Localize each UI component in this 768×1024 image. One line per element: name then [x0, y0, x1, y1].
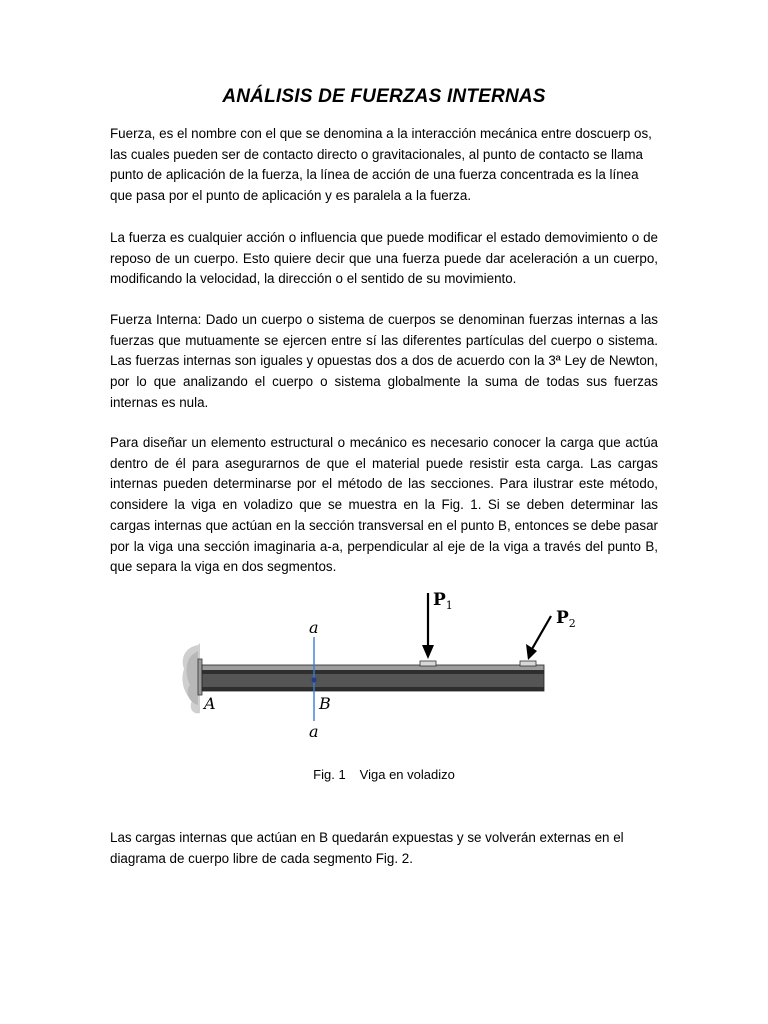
- wall-support: [182, 643, 200, 713]
- label-p2-letter: P: [556, 608, 569, 628]
- label-p1-letter: P: [433, 590, 446, 610]
- paragraph-fuerza: Fuerza, es el nombre con el que se denomina a la interacción mecánica entre doscuerp os, las cuales pueden ser de contacto directo o gravitacionales, al punto de contacto se llama punto de aplicación de la fuerza, la línea de acción de una fuerza concentrada es la línea que pasa por el punto de aplicación y es paralela a la fuerza.: [110, 126, 652, 204]
- label-section-bottom: a: [309, 722, 319, 741]
- paragraph-metodo-secciones: Para diseñar un elemento estructural o mecánico es necesario conocer la carga que actúa dentro de él para asegurarnos de que el material puede resistir esta carga. Las cargas internas pueden determinarse por el método de las secciones. Para ilustrar este método, considere la viga en voladizo que se muestra en la Fig. 1. Si se deben determinar las cargas internas que actúan en la sección transversal en el punto B, entonces se debe pasar por la viga una sección imaginaria a-a, perpendicular al eje de la viga a través del punto B, que separa la viga en dos segmentos.: [110, 435, 658, 575]
- label-p1: [433, 590, 453, 612]
- cantilever-beam-figure: [178, 585, 590, 745]
- beam: [202, 665, 544, 691]
- label-section-top: a: [309, 618, 319, 637]
- label-p2-sub: 2: [568, 617, 576, 630]
- paragraph-accion: La fuerza es cualquier acción o influencia que puede modificar el estado demovimiento o de reposo de un cuerpo. Esto quiere decir que una fuerza puede dar aceleración a un cuerpo, modificando la velocidad, la dirección o el sentido de su movimiento.: [110, 230, 658, 287]
- force-arrow-p2: [526, 616, 551, 660]
- load-pad-p1: [420, 661, 436, 666]
- paragraph-cargas-expuestas: Las cargas internas que actúan en B quedarán expuestas y se volverán externas en el diagrama de cuerpo libre de cada segmento Fig. 2.: [110, 830, 624, 866]
- point-b-marker: [312, 678, 317, 683]
- caption-number: Fig. 1: [313, 767, 346, 782]
- document-title: ANÁLISIS DE FUERZAS INTERNAS: [222, 86, 546, 107]
- paragraph-fuerza-interna: Fuerza Interna: Dado un cuerpo o sistema de cuerpos se denominan fuerzas internas a las fuerzas que mutuamente se ejercen entre sí las diferentes partículas del cuerpo o sistema. Las fuerzas internas son iguales y opuestas dos a dos de acuerdo con la 3ª Ley de Newton, por lo que analizando el cuerpo o sistema globalmente la suma de todas sus fuerzas internas es nula.: [110, 312, 658, 410]
- wall-plate: [198, 659, 202, 695]
- figure-caption: [0, 767, 768, 782]
- label-point-a: A: [204, 694, 216, 713]
- label-point-b: B: [319, 694, 331, 713]
- label-p1-sub: 1: [445, 599, 453, 612]
- load-pad-p2: [520, 661, 536, 666]
- caption-text: Viga en voladizo: [359, 767, 455, 782]
- label-p2: [556, 608, 576, 630]
